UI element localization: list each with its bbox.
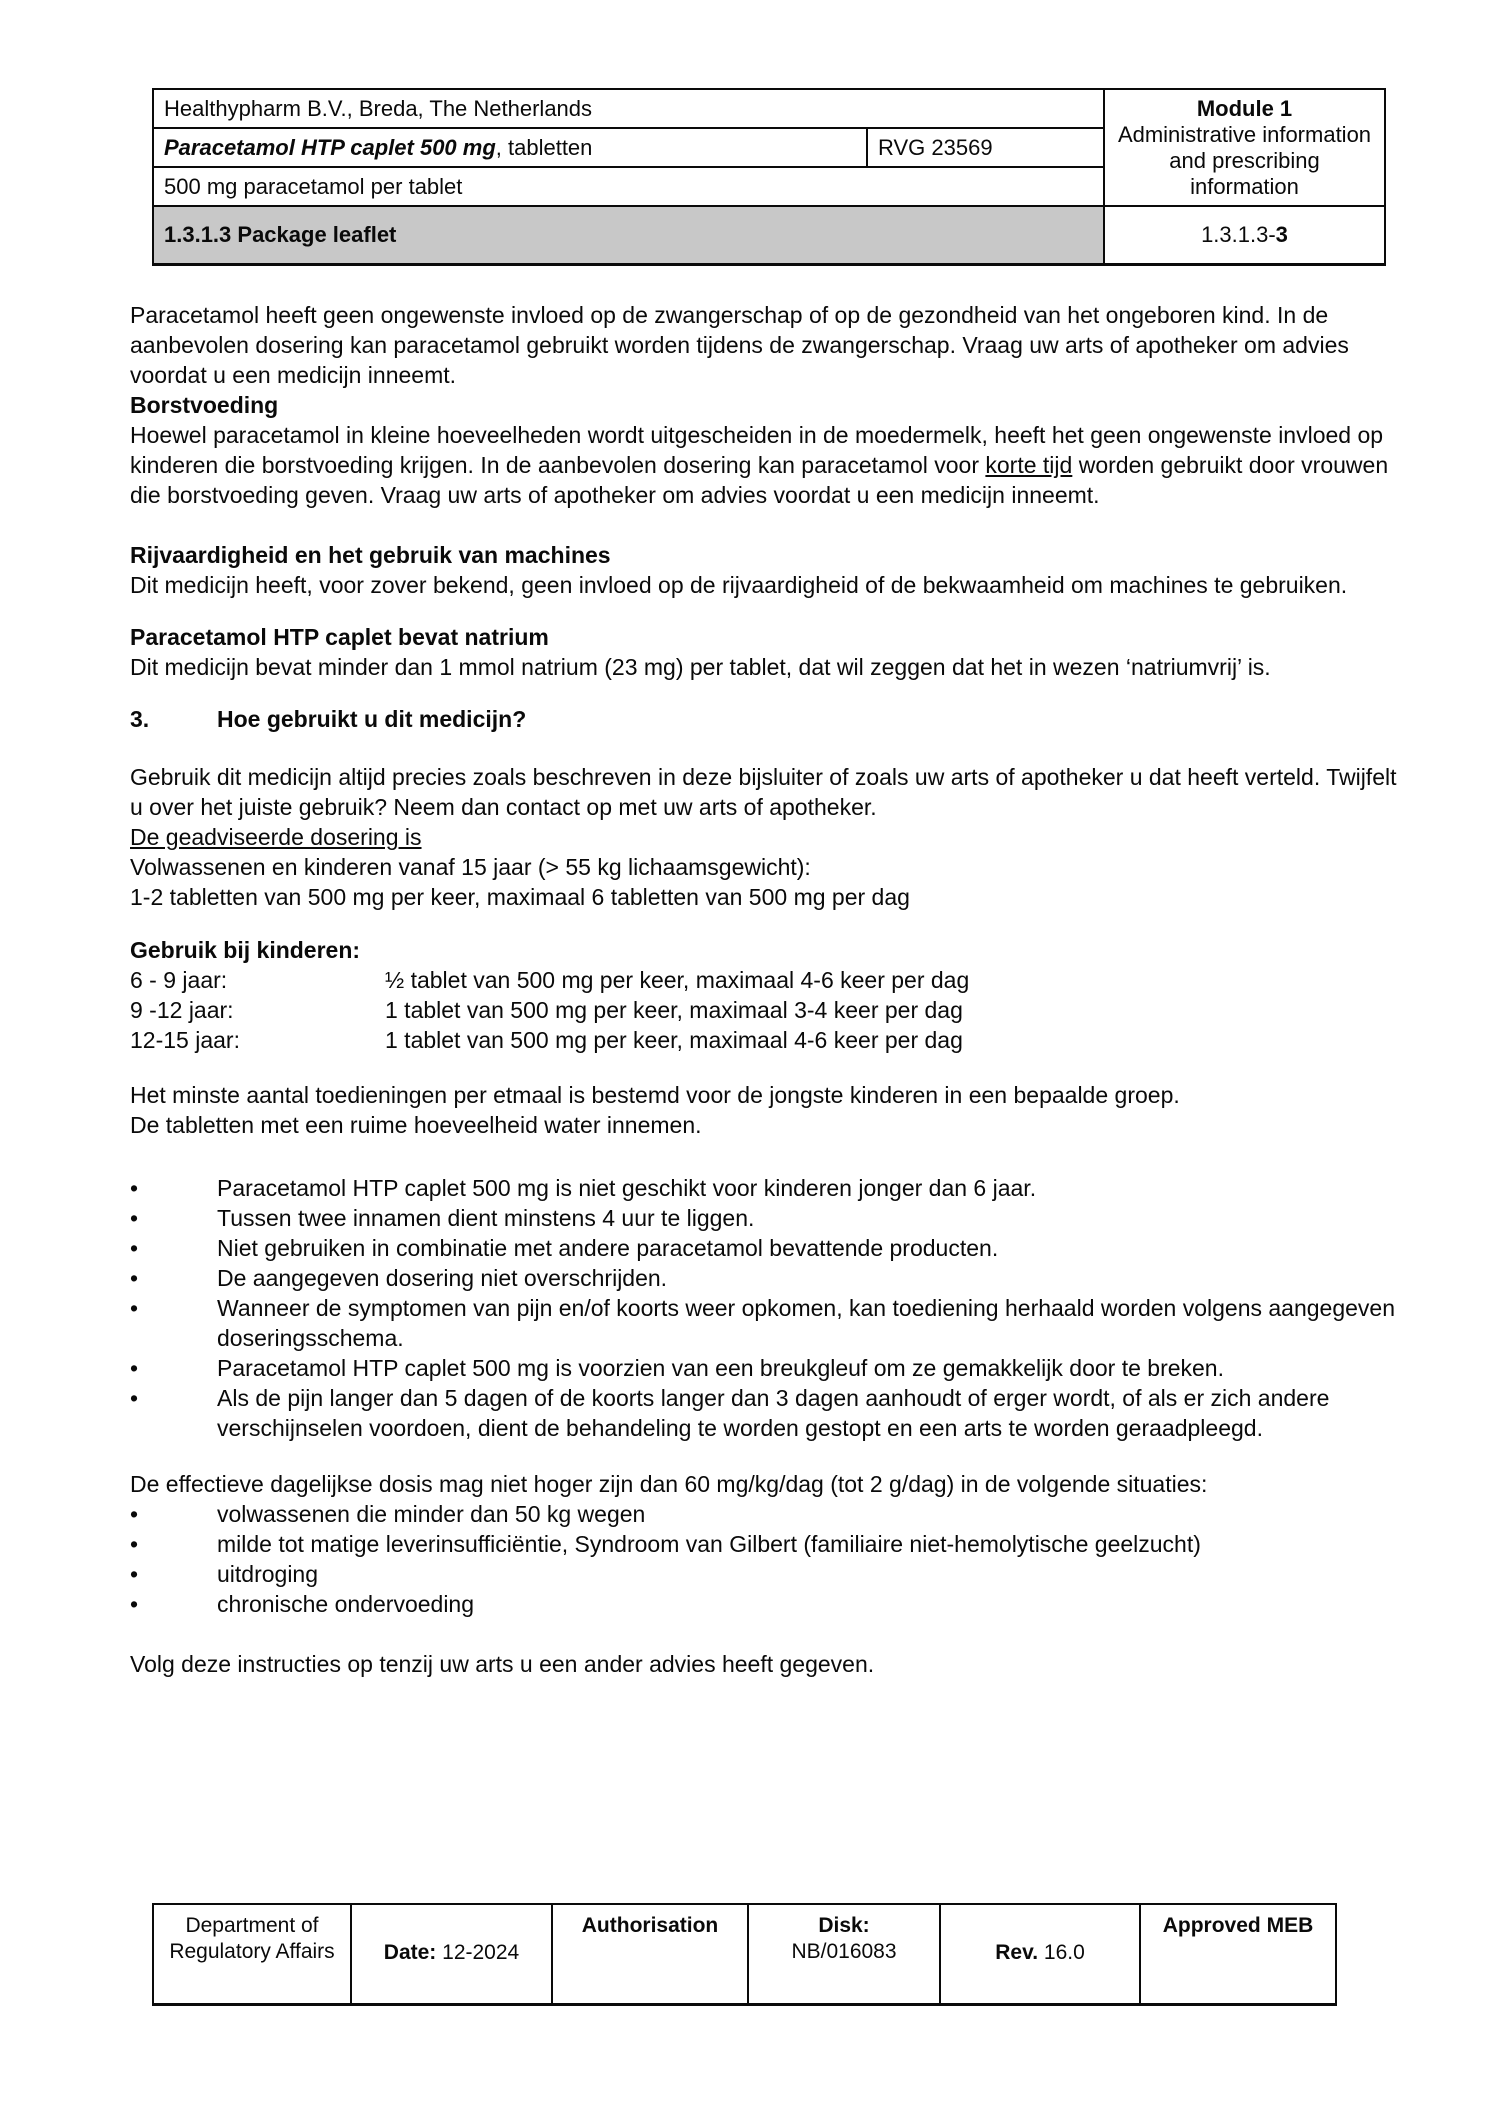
sodium-heading: Paracetamol HTP caplet bevat natrium bbox=[130, 624, 549, 650]
header-table bbox=[152, 88, 1386, 266]
list-item bbox=[130, 1559, 1402, 1589]
rvg-cell bbox=[867, 128, 1104, 167]
module-line2: and prescribing information bbox=[1169, 147, 1320, 199]
usage-paragraph: Gebruik dit medicijn altijd precies zoals beschreven in deze bijsluiter of zoals uw arts of apotheker u dat heeft verteld. Twijfelt u over het juiste gebruik? Neem dan contact op met uw arts of apotheker. bbox=[130, 764, 1397, 820]
dose-row bbox=[130, 1025, 1402, 1055]
leaflet-body bbox=[130, 300, 1402, 1679]
department-cell bbox=[153, 1904, 351, 2005]
driving-heading: Rijvaardigheid en het gebruik van machines bbox=[130, 542, 611, 568]
authorisation-cell bbox=[552, 1904, 748, 2005]
list-item-text: De aangegeven dosering niet overschrijden. bbox=[217, 1265, 668, 1291]
bullet-icon: • bbox=[130, 1205, 139, 1231]
bullet-icon: • bbox=[130, 1235, 139, 1261]
disk-label: Disk: bbox=[818, 1914, 870, 1937]
company-cell bbox=[153, 89, 1104, 128]
warnings-bullet-list bbox=[130, 1173, 1402, 1443]
page-ref-number: 3 bbox=[1275, 222, 1288, 247]
breastfeeding-text-after: worden gebruikt door vrouwen die borstvoeding geven. Vraag uw arts of apotheker om advies voordat u een medicijn inneemt. bbox=[130, 452, 1389, 508]
closing-paragraph: Volg deze instructies op tenzij uw arts u een ander advies heeft gegeven. bbox=[130, 1651, 875, 1677]
list-item bbox=[130, 1233, 1402, 1263]
max-dose-paragraph: De effectieve dagelijkse dosis mag niet hoger zijn dan 60 mg/kg/dag (tot 2 g/dag) in de volgende situaties: bbox=[130, 1471, 1208, 1497]
revision-value: 16.0 bbox=[1043, 1941, 1085, 1964]
product-cell bbox=[153, 128, 867, 167]
authorisation-label: Authorisation bbox=[581, 1914, 719, 1937]
date-cell bbox=[351, 1904, 552, 2005]
dosage-intro bbox=[130, 822, 1402, 912]
sodium-paragraph: Dit medicijn bevat minder dan 1 mmol natrium (23 mg) per tablet, dat wil zeggen dat het in wezen ‘natriumvrij’ is. bbox=[130, 654, 1271, 680]
revision-cell bbox=[940, 1904, 1140, 2005]
approved-label: Approved MEB bbox=[1162, 1914, 1314, 1937]
module-line1: Administrative information bbox=[1117, 121, 1372, 147]
section-3-number: 3. bbox=[130, 706, 150, 732]
company-name: Healthypharm B.V., Breda, The Netherlands bbox=[164, 95, 593, 121]
pregnancy-paragraph: Paracetamol heeft geen ongewenste invloed op de zwangerschap of op de gezondheid van het ongeboren kind. In de aanbevolen dosering kan paracetamol gebruikt worden tijdens de zwangerschap. Vraag uw arts of apotheker om advies voordat u een medicijn inneemt. bbox=[130, 302, 1349, 388]
list-item-text: Paracetamol HTP caplet 500 mg is niet geschikt voor kinderen jonger dan 6 jaar. bbox=[217, 1175, 1037, 1201]
list-item bbox=[130, 1293, 1402, 1353]
module-title: Module 1 bbox=[1196, 95, 1293, 121]
children-dosage-heading: Gebruik bij kinderen: bbox=[130, 937, 361, 963]
list-item-text: uitdroging bbox=[217, 1561, 319, 1587]
dosage-intro-line2: 1-2 tabletten van 500 mg per keer, maximaal 6 tabletten van 500 mg per dag bbox=[130, 884, 910, 910]
list-item bbox=[130, 1263, 1402, 1293]
page-ref-prefix: 1.3.1.3- bbox=[1201, 222, 1276, 247]
list-item-text: milde tot matige leverinsufficiëntie, Syndroom van Gilbert (familiaire niet-hemolytische geelzucht) bbox=[217, 1531, 1201, 1557]
bullet-icon: • bbox=[130, 1385, 139, 1411]
list-item bbox=[130, 1499, 1402, 1529]
bullet-icon: • bbox=[130, 1355, 139, 1381]
dose-row bbox=[130, 995, 1402, 1025]
dose-age-label: 9 -12 jaar: bbox=[130, 997, 234, 1023]
dose-age-label: 6 - 9 jaar: bbox=[130, 967, 228, 993]
footer-table bbox=[152, 1903, 1337, 2006]
dosage-intro-heading: De geadviseerde dosering is bbox=[130, 824, 422, 850]
list-item-text: Wanneer de symptomen van pijn en/of koorts weer opkomen, kan toediening herhaald worden volgens aangegeven doseringsschema. bbox=[217, 1295, 1396, 1351]
bullet-icon: • bbox=[130, 1295, 139, 1321]
product-name: Paracetamol HTP caplet 500 mg bbox=[164, 134, 496, 160]
bullet-icon: • bbox=[130, 1531, 139, 1557]
breastfeeding-text-underlined: korte tijd bbox=[985, 452, 1073, 478]
driving-section bbox=[130, 540, 1402, 600]
list-item bbox=[130, 1353, 1402, 1383]
dose-row bbox=[130, 965, 1402, 995]
sodium-section bbox=[130, 622, 1402, 682]
list-item-text: Niet gebruiken in combinatie met andere paracetamol bevattende producten. bbox=[217, 1235, 999, 1261]
section-title: 1.3.1.3 Package leaflet bbox=[164, 222, 397, 247]
breastfeeding-text-before: Hoewel paracetamol in kleine hoeveelheden wordt uitgescheiden in de moedermelk, heeft het geen ongewenste invloed op kinderen die borstvoeding krijgen. In de aanbevolen dosering kan paracetamol voor bbox=[130, 422, 1384, 478]
date-label: Date: bbox=[383, 1941, 437, 1964]
driving-paragraph: Dit medicijn heeft, voor zover bekend, geen invloed op de rijvaardigheid of de bekwaamheid om machines te gebruiken. bbox=[130, 572, 1348, 598]
list-item bbox=[130, 1383, 1402, 1443]
dose-value: 1 tablet van 500 mg per keer, maximaal 4-6 keer per dag bbox=[385, 1027, 963, 1053]
list-item-text: Paracetamol HTP caplet 500 mg is voorzien van een breukgleuf om ze gemakkelijk door te breken. bbox=[217, 1355, 1224, 1381]
page-ref-cell bbox=[1104, 206, 1385, 265]
approved-cell bbox=[1140, 1904, 1336, 2005]
max-dose-section bbox=[130, 1469, 1402, 1619]
section-3-heading bbox=[130, 704, 1402, 734]
dose-value: ½ tablet van 500 mg per keer, maximaal 4-6 keer per dag bbox=[385, 967, 970, 993]
bullet-icon: • bbox=[130, 1175, 139, 1201]
bullet-icon: • bbox=[130, 1561, 139, 1587]
module-cell bbox=[1104, 89, 1385, 206]
strength-text: 500 mg paracetamol per tablet bbox=[164, 173, 463, 199]
dose-value: 1 tablet van 500 mg per keer, maximaal 3-4 keer per dag bbox=[385, 997, 963, 1023]
date-value: 12-2024 bbox=[442, 1941, 520, 1964]
breastfeeding-heading: Borstvoeding bbox=[130, 392, 279, 418]
rvg-number: RVG 23569 bbox=[878, 134, 993, 160]
department-line2: Regulatory Affairs bbox=[169, 1940, 335, 1963]
intake-note-line1: Het minste aantal toedieningen per etmaal is bestemd voor de jongste kinderen in een bepaalde groep. bbox=[130, 1082, 1180, 1108]
disk-value: NB/016083 bbox=[791, 1940, 897, 1963]
section-3-title: Hoe gebruikt u dit medicijn? bbox=[217, 706, 527, 732]
list-item bbox=[130, 1529, 1402, 1559]
breastfeeding-paragraph bbox=[130, 420, 1402, 510]
bullet-icon: • bbox=[130, 1501, 139, 1527]
intake-note-line2: De tabletten met een ruime hoeveelheid water innemen. bbox=[130, 1112, 702, 1138]
list-item bbox=[130, 1173, 1402, 1203]
list-item-text: volwassenen die minder dan 50 kg wegen bbox=[217, 1501, 646, 1527]
dosage-intro-line1: Volwassenen en kinderen vanaf 15 jaar (> 55 kg lichaamsgewicht): bbox=[130, 854, 811, 880]
intake-note bbox=[130, 1080, 1402, 1140]
list-item-text: Tussen twee innamen dient minstens 4 uur te liggen. bbox=[217, 1205, 755, 1231]
children-dosage-section bbox=[130, 935, 1402, 1055]
revision-label: Rev. bbox=[995, 1941, 1039, 1964]
list-item bbox=[130, 1589, 1402, 1619]
dose-age-label: 12-15 jaar: bbox=[130, 1027, 240, 1053]
bullet-icon: • bbox=[130, 1591, 139, 1617]
list-item bbox=[130, 1203, 1402, 1233]
list-item-text: chronische ondervoeding bbox=[217, 1591, 475, 1617]
list-item-text: Als de pijn langer dan 5 dagen of de koorts langer dan 3 dagen aanhoudt of erger wordt, of als er zich andere verschijnselen voordoen, dient de behandeling te worden gestopt en een arts te worden geraadpleegd. bbox=[217, 1385, 1330, 1441]
product-form: , tabletten bbox=[495, 134, 593, 160]
section-title-cell bbox=[153, 206, 1104, 265]
department-line1: Department of bbox=[185, 1914, 319, 1937]
bullet-icon: • bbox=[130, 1265, 139, 1291]
breastfeeding-section bbox=[130, 390, 1402, 510]
disk-cell bbox=[748, 1904, 940, 2005]
strength-cell bbox=[153, 167, 1104, 206]
